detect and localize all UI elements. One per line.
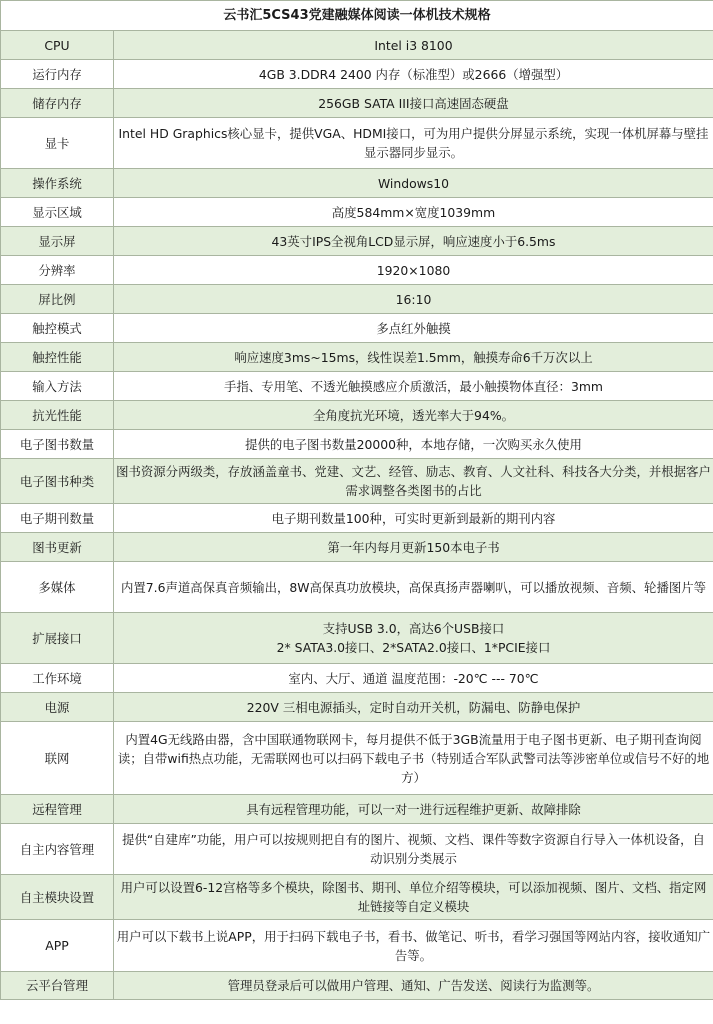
row-value: 全角度抗光环境，透光率大于94%。: [114, 401, 713, 430]
row-value: Intel i3 8100: [114, 31, 713, 60]
row-label: 触控模式: [1, 314, 114, 343]
row-label: APP: [1, 920, 114, 972]
table-row: [1, 256, 713, 285]
row-value: 1920×1080: [114, 256, 713, 285]
table-row: [1, 795, 713, 824]
table-row: [1, 314, 713, 343]
table-row: [1, 118, 713, 169]
row-value: 第一年内每月更新150本电子书: [114, 533, 713, 562]
table-row: [1, 89, 713, 118]
row-value: 电子期刊数量100种，可实时更新到最新的期刊内容: [114, 504, 713, 533]
row-label: 电子图书种类: [1, 459, 114, 504]
row-value: 提供的电子图书数量20000种，本地存储，一次购买永久使用: [114, 430, 713, 459]
row-value: 256GB SATA III接口高速固态硬盘: [114, 89, 713, 118]
row-label: 显示区域: [1, 198, 114, 227]
table-row: [1, 227, 713, 256]
row-label: 联网: [1, 722, 114, 795]
row-value: 4GB 3.DDR4 2400 内存（标准型）或2666（增强型）: [114, 60, 713, 89]
row-label: 显示屏: [1, 227, 114, 256]
row-value: 提供“自建库”功能，用户可以按规则把自有的图片、视频、文档、课件等数字资源自行导入一体机设备，自动识别分类展示: [114, 824, 713, 875]
table-row: [1, 533, 713, 562]
table-title: 云书汇5CS43党建融媒体阅读一体机技术规格: [1, 1, 713, 31]
row-label: 抗光性能: [1, 401, 114, 430]
table-row: [1, 401, 713, 430]
table-row: [1, 722, 713, 795]
table-row: [1, 920, 713, 972]
table-row: [1, 60, 713, 89]
row-label: 云平台管理: [1, 972, 114, 1000]
row-label: 工作环境: [1, 664, 114, 693]
row-label: 输入方法: [1, 372, 114, 401]
row-label: 多媒体: [1, 562, 114, 613]
row-value: 用户可以设置6-12宫格等多个模块，除图书、期刊、单位介绍等模块，可以添加视频、图片、文档、指定网址链接等自定义模块: [114, 875, 713, 920]
table-row: [1, 664, 713, 693]
row-value: Windows10: [114, 169, 713, 198]
row-label: 显卡: [1, 118, 114, 169]
row-label: 操作系统: [1, 169, 114, 198]
table-row: [1, 504, 713, 533]
row-value: 响应速度3ms~15ms，线性误差1.5mm，触摸寿命6千万次以上: [114, 343, 713, 372]
row-label: 储存内存: [1, 89, 114, 118]
row-label: 扩展接口: [1, 613, 114, 664]
row-label: 电子图书数量: [1, 430, 114, 459]
table-row: [1, 31, 713, 60]
table-row: [1, 824, 713, 875]
table-title-row: [1, 1, 713, 31]
row-label: 分辨率: [1, 256, 114, 285]
row-label: 触控性能: [1, 343, 114, 372]
table-row: [1, 459, 713, 504]
table-row: [1, 972, 713, 1000]
row-value: 具有远程管理功能，可以一对一进行远程维护更新、故障排除: [114, 795, 713, 824]
row-value: 多点红外触摸: [114, 314, 713, 343]
row-label: 运行内存: [1, 60, 114, 89]
row-value-line: 2* SATA3.0接口、2*SATA2.0接口、1*PCIE接口: [276, 640, 551, 655]
table-row: [1, 430, 713, 459]
table-row: [1, 343, 713, 372]
row-value: Intel HD Graphics核心显卡，提供VGA、HDMI接口，可为用户提供分屏显示系统，实现一体机屏幕与壁挂显示器同步显示。: [114, 118, 713, 169]
table-row: [1, 613, 713, 664]
table-row: [1, 372, 713, 401]
row-label: 屏比例: [1, 285, 114, 314]
table-row: [1, 198, 713, 227]
table-row: [1, 562, 713, 613]
row-label: 自主内容管理: [1, 824, 114, 875]
row-label: 电子期刊数量: [1, 504, 114, 533]
row-value: 220V 三相电源插头，定时自动开关机，防漏电、防静电保护: [114, 693, 713, 722]
table-row: [1, 693, 713, 722]
row-value-line: 支持USB 3.0，高达6个USB接口: [322, 621, 505, 636]
row-value: 图书资源分两级类，存放涵盖童书、党建、文艺、经管、励志、教育、人文社科、科技各大分类，并根据客户需求调整各类图书的占比: [114, 459, 713, 504]
table-row: [1, 875, 713, 920]
row-value: 用户可以下载书上说APP，用于扫码下载电子书，看书、做笔记、听书，看学习强国等网站内容，接收通知广告等。: [114, 920, 713, 972]
row-value: 内置4G无线路由器，含中国联通物联网卡，每月提供不低于3GB流量用于电子图书更新、电子期刊查询阅读；自带wifi热点功能，无需联网也可以扫码下载电子书（特别适合军队武警司法等涉密单位或信号不好的地方）: [114, 722, 713, 795]
row-value: 内置7.6声道高保真音频输出，8W高保真功放模块，高保真扬声器喇叭，可以播放视频、音频、轮播图片等: [114, 562, 713, 613]
row-label: 电源: [1, 693, 114, 722]
table-row: [1, 169, 713, 198]
row-value: 管理员登录后可以做用户管理、通知、广告发送、阅读行为监测等。: [114, 972, 713, 1000]
row-value: 高度584mm×宽度1039mm: [114, 198, 713, 227]
row-label: 自主模块设置: [1, 875, 114, 920]
row-value: 手指、专用笔、不透光触摸感应介质激活，最小触摸物体直径：3mm: [114, 372, 713, 401]
row-value: 43英寸IPS全视角LCD显示屏，响应速度小于6.5ms: [114, 227, 713, 256]
row-value: 室内、大厅、通道 温度范围：-20℃ --- 70℃: [114, 664, 713, 693]
row-label: 图书更新: [1, 533, 114, 562]
row-value: [114, 613, 713, 664]
row-label: 远程管理: [1, 795, 114, 824]
table-row: [1, 285, 713, 314]
row-value: 16:10: [114, 285, 713, 314]
row-label: CPU: [1, 31, 114, 60]
